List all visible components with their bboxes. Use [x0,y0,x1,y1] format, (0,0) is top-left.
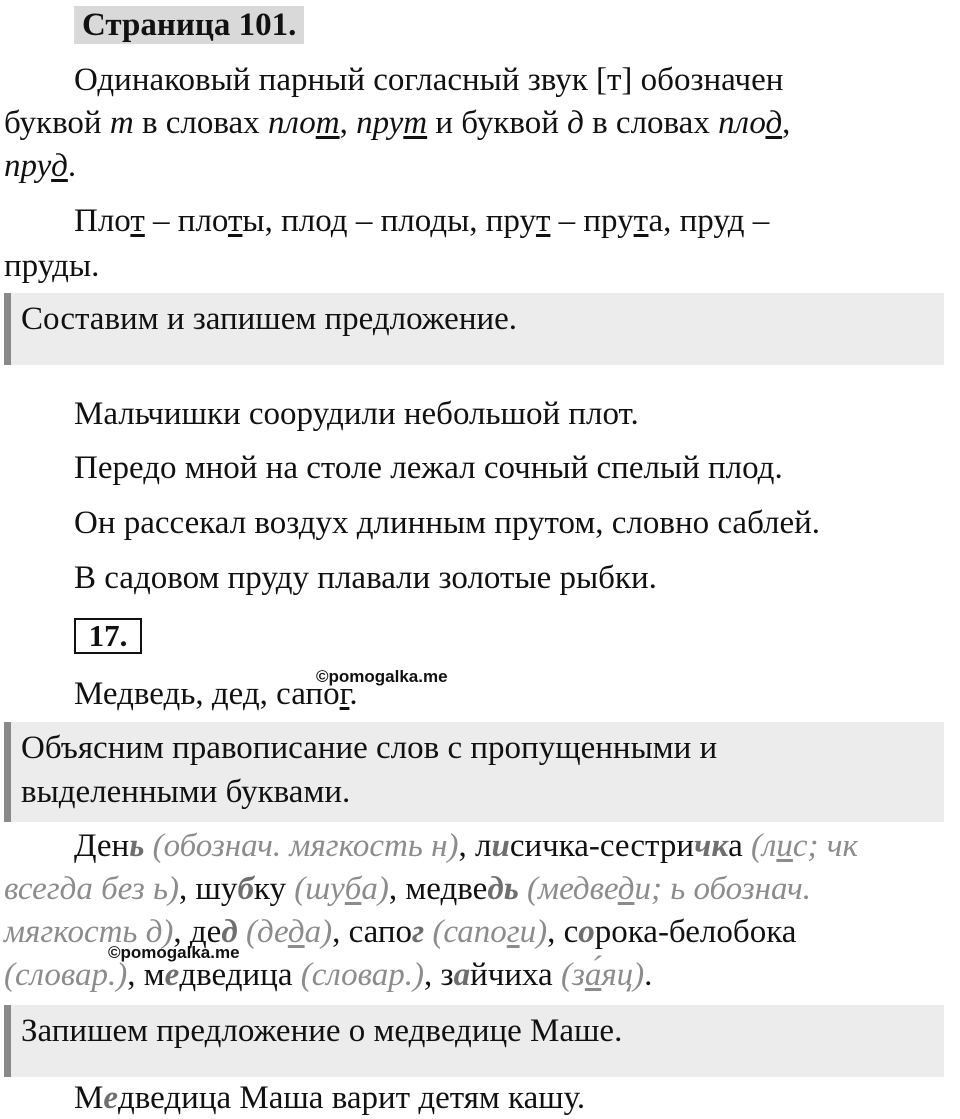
task-box [4,1005,944,1077]
underlined-letter: д [163,676,181,712]
text: а, пру [648,203,728,239]
text: . [67,148,77,184]
comment: (де [237,914,288,950]
highlighted-letter: д [221,914,238,950]
text: йчиха [470,957,553,993]
text: , з [424,957,454,993]
comment-underlined: д [287,914,305,950]
paragraph-line [4,250,99,283]
task-text: Запишем предложение о медведице Маше. [21,1013,623,1049]
sentence: Он рассекал воздух длинным прутом, словно саблей. [74,505,821,541]
letter: т [109,105,134,141]
underlined-letter: т [535,203,551,239]
underlined-letter: д [242,676,260,712]
word: пло [718,105,766,141]
watermark: ©pomogalka.me [108,943,240,962]
underlined-letter: т [315,105,340,141]
highlighted-letter: о [578,914,595,950]
exercise-number: 17. [74,618,142,654]
highlighted-letter: чк [694,828,729,864]
text: – пло [347,203,431,239]
paragraph-line: Одинаковый парный согласный звук [т] обозначен [74,62,784,98]
text: ку [253,871,286,907]
comment: с; чк [792,828,858,864]
text: . [349,676,358,712]
comment-underlined: д [617,871,635,907]
page-title: Страница 101. [74,6,304,44]
text: , с [547,914,579,950]
comment: мягкость д) [4,914,174,950]
text: а [728,828,743,864]
underlined-letter: т [403,105,428,141]
word: пру [356,105,404,141]
highlighted-letter: дь [487,871,519,907]
underlined-letter: т [228,203,243,239]
comment: и) [519,914,548,950]
sentence: Мальчишки соорудили небольшой плот. [74,396,639,432]
text: ы, пру [447,203,536,239]
comment-underlined: г [506,914,520,950]
text: , шу [179,871,238,907]
text: – [744,203,770,239]
word: пло [267,105,316,141]
comment: (обознач. мягкость н) [144,828,459,864]
comment: а) [304,914,333,950]
comment: (словар.) [292,957,425,993]
text: буквой [4,105,110,141]
underlined-letter: т [633,203,649,239]
task-text: Объясним правописание слов с пропущенными и [21,730,718,766]
comment: яц) [601,957,645,993]
comment: а) [361,871,389,907]
comment-underlined: б [344,871,362,907]
text: ы. [68,248,100,284]
comment: (словар.) [4,957,128,993]
underlined-letter: т [130,203,145,239]
comment: и; ь обознач. [634,871,812,907]
text: сичка-сестри [509,828,695,864]
text: Пло [74,203,131,239]
comment-underlined: а́ [584,957,602,993]
comment: (з [552,957,585,993]
highlighted-letter: ь [129,828,145,864]
paragraph-line [74,205,769,238]
text: ь, де [180,676,243,712]
underlined-letter: д [52,248,69,284]
underlined-letter: г [339,676,350,712]
underlined-letter: д [430,203,448,239]
text: в словах [133,105,268,141]
task-box [4,293,944,365]
word: пру [4,148,52,184]
text: , м [127,957,165,993]
task-box [4,722,944,822]
comment-underlined: и [776,828,793,864]
text: дведица [179,957,293,993]
paragraph-line [4,150,76,183]
comment: (сапо [424,914,507,950]
comment: (л [742,828,777,864]
highlighted-letter: г [412,914,425,950]
underlined-letter: д [51,148,68,184]
highlighted-letter: а [453,957,471,993]
text: Ден [74,828,130,864]
text: , [339,105,357,141]
explanation-line [74,830,858,863]
comment: (медве [518,871,618,907]
explanation-line [4,873,811,906]
highlighted-letter: е [103,1080,118,1116]
highlighted-letter: б [237,871,254,907]
text: – пло [144,203,228,239]
text: Медве [74,676,164,712]
watermark: ©pomogalka.me [316,667,448,686]
explanation-line [4,959,652,992]
text: , [782,105,791,141]
text: ы, пло [242,203,331,239]
paragraph-line [4,107,790,140]
letter: д [567,105,584,141]
text: дведица Маша варит детям кашу. [118,1080,586,1116]
text: . [644,957,653,993]
highlighted-letter: е [164,957,180,993]
text: , медве [388,871,488,907]
text: , де [173,914,222,950]
text: рока-белобока [594,914,797,950]
sentence: Передо мной на столе лежал сочный спелый плод. [74,450,783,486]
underlined-letter: д [765,105,783,141]
text: , л [458,828,492,864]
comment: всегда без ь) [4,871,180,907]
text: , сапо [332,914,412,950]
text: в словах [583,105,719,141]
sentence: В садовом пруду плавали золотые рыбки. [74,560,657,596]
underlined-letter: д [330,203,348,239]
text: – пру [550,203,634,239]
task-text: Составим и запишем предложение. [21,301,518,337]
comment: (шу [285,871,345,907]
highlighted-letter: и [491,828,510,864]
underlined-letter: д [727,203,745,239]
text: и буквой [427,105,568,141]
text: , сапо [259,676,340,712]
task-text: выделенными буквами. [21,774,351,810]
text: М [74,1080,104,1116]
text: пру [4,248,53,284]
final-sentence [74,1082,585,1115]
